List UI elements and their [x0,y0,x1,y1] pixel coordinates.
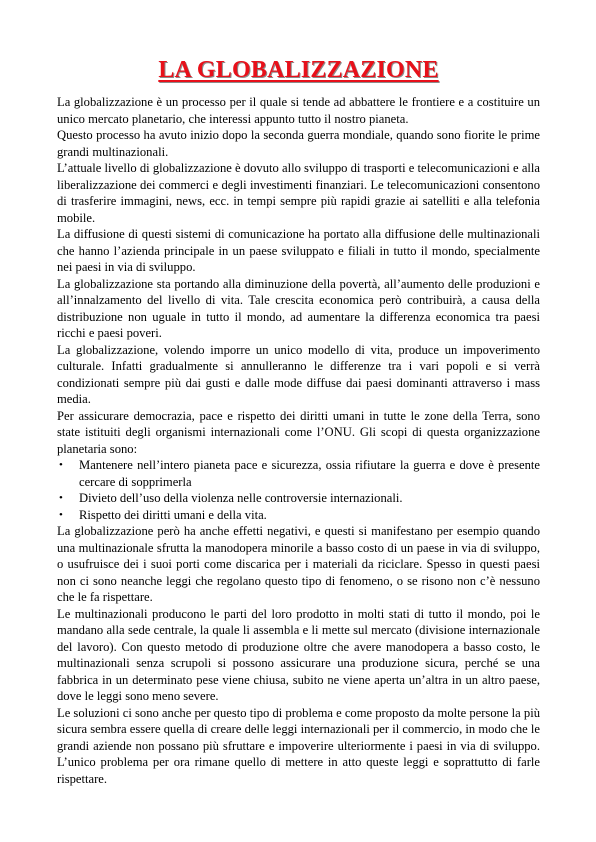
list-item [57,507,540,524]
paragraph: Questo processo ha avuto inizio dopo la seconda guerra mondiale, quando sono fiorite le prime grandi multinazionali. [57,128,540,159]
paragraph: Le multinazionali producono le parti del loro prodotto in molti stati di tutto il mondo, poi le mandano alla sede centrale, la quale li assembla e li mette sul mercato (divisione internazionale del lavoro). Con questo metodo di produzione oltre che avere manodopera a basso costo, le multinazionali senza scrupoli si possono assicurare una produzione sicura, perché se una fabbrica in un determinato pese viene chiusa, subito ne viene aperta un’altra in un altro paese, dove le leggi sono meno severe. [57,606,540,703]
list-item-text: Divieto dell’uso della violenza nelle controversie internazionali. [79,491,403,505]
paragraph: Per assicurare democrazia, pace e rispetto dei diritti umani in tutte le zone della Terra, sono state istituiti degli organismi internazionali come l’ONU. Gli scopi di questa organizzazione planetaria sono: [57,408,540,456]
list-item [57,490,540,507]
list-item-text: Rispetto dei diritti umani e della vita. [79,507,267,522]
bullet-icon: • [59,459,63,471]
bullet-icon: • [59,508,63,521]
paragraph: Le soluzioni ci sono anche per questo tipo di problema e come proposto da molte persone la più sicura sembra essere quella di creare delle leggi internazionali per il commercio, in modo che le grandi aziende non possano più sfruttare e impoverire ulteriormente i paesi in via di sviluppo. L’unico problema per ora rimane quello di mettere in atto queste leggi e soprattutto di farle rispettare. [57,705,540,786]
list-item-text: Mantenere nell’intero pianeta pace e sicurezza, ossia rifiutare la guerra e dove è presente cercare di sopprimerla [79,458,540,489]
bullet-icon: • [59,492,63,504]
document-page [57,56,540,787]
paragraph: La globalizzazione è un processo per il quale si tende ad abbattere le frontiere e a costituire un unico mercato planetario, che interessi appunto tutto il nostro pianeta. [57,95,540,126]
list-item [57,457,540,490]
page-title: LA GLOBALIZZAZIONE [158,57,439,83]
paragraph: L’attuale livello di globalizzazione è dovuto allo sviluppo di trasporti e telecomunicazioni e alla liberalizzazione dei commerci e degli investimenti finanziari. Le telecomunicazioni consentono di trasferire immagini, news, ecc. in tempi sempre più rapidi grazie ai satelliti e alla telefonia mobile. [57,161,540,225]
bullet-list [57,457,540,523]
paragraph: La globalizzazione, volendo imporre un unico modello di vita, produce un impoverimento culturale. Infatti gradualmente si annulleranno le differenze tra i vari popoli e si verrà condizionati sempre più dai gusti e dalle mode diffuse dai paesi dominanti attraverso i mass media. [57,342,540,406]
paragraph: La globalizzazione sta portando alla diminuzione della povertà, all’aumento delle produzioni e all’innalzamento del livello di vita. Tale crescita economica però contribuirà, a causa della distribuzione non uguale in tutto il mondo, ad aumentare la differenza economica tra paesi ricchi e paesi poveri. [57,276,540,340]
paragraph: La diffusione di questi sistemi di comunicazione ha portato alla diffusione delle multinazionali che hanno l’azienda principale in un paese sviluppato e filiali in tutto il mondo, specialmente nei paesi in via di sviluppo. [57,227,540,274]
paragraph: La globalizzazione però ha anche effetti negativi, e questi si manifestano per esempio quando una multinazionale sfrutta la manodopera minorile a basso costo di un paese in via di sviluppo, o usufruisce dei i suoi porti come discarica per i materiali da riciclare. Spesso in questi paesi non ci sono neanche leggi che regolano questo tipo di fenomeno, o se risono non c’è nessuno che le fa rispettare. [57,524,540,604]
